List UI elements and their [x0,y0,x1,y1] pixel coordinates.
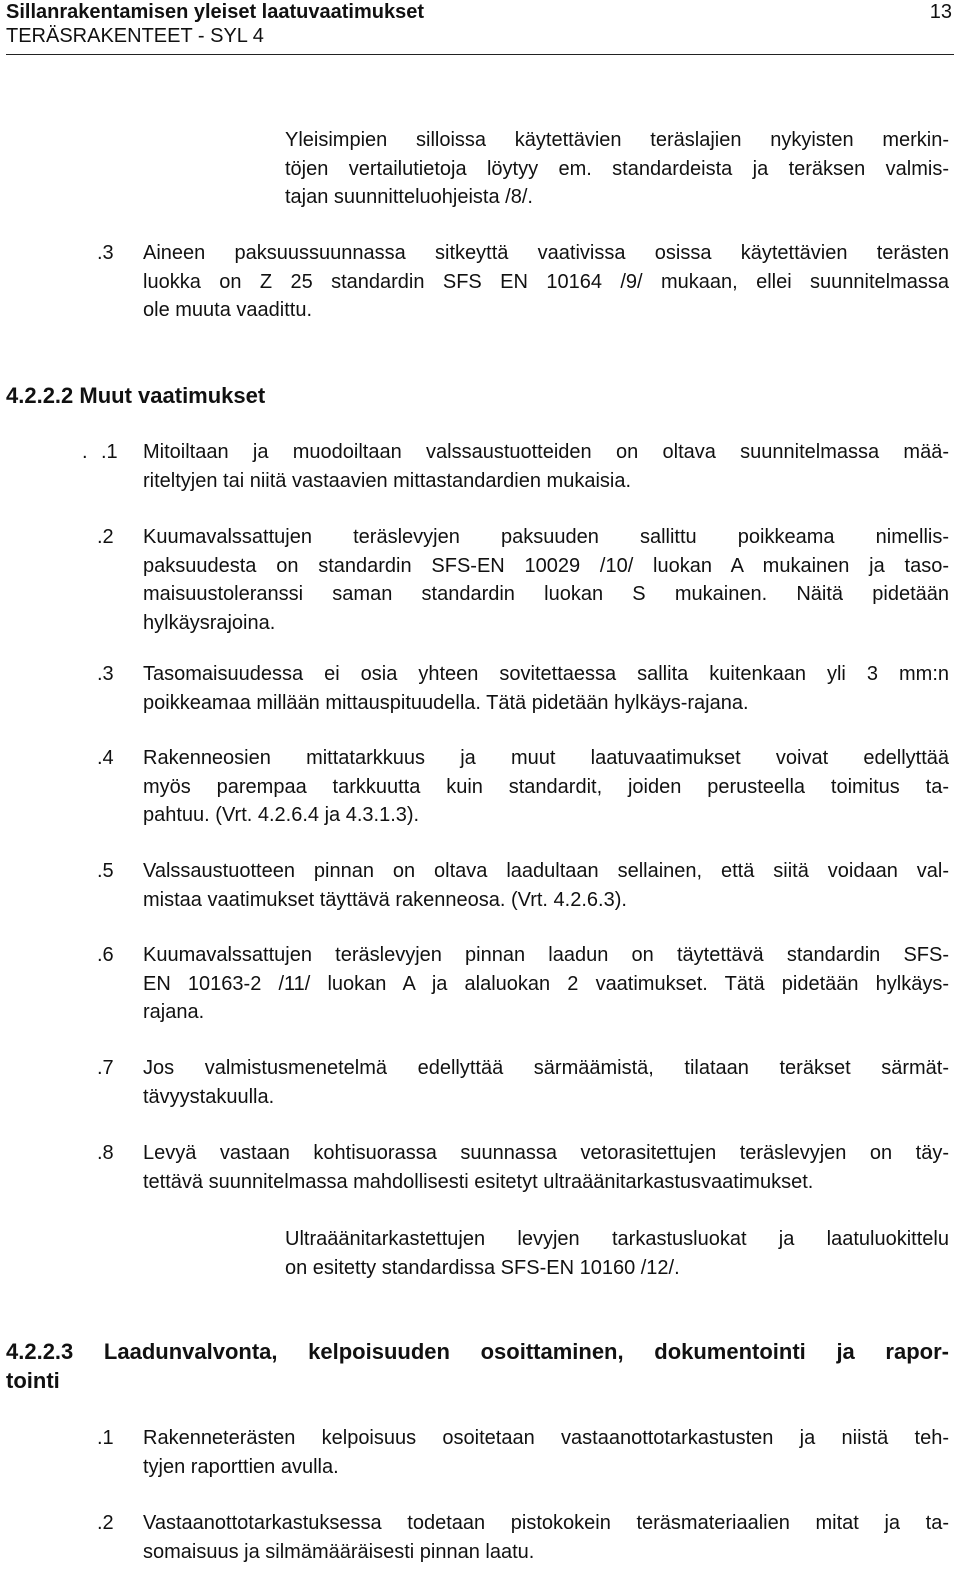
text-line: Kuumavalssattujen teräslevyjen paksuuden sallittu poikkeama nimellis- [143,526,949,548]
text-line: riteltyjen tai niitä vastaavien mittastandardien mukaisia. [143,469,632,492]
page-number: 13 [929,1,952,23]
text-line: Rakenneosien mittatarkkuus ja muut laatuvaatimukset voivat edellyttää [143,747,949,769]
item-paragraph [143,1509,949,1566]
note-paragraph [285,1225,949,1282]
item-paragraph [143,744,949,830]
text-line: tettävä suunnitelmassa mahdollisesti esitetyt ultraäänitarkastusvaatimukset. [143,1170,814,1193]
text-line: paksuudesta on standardin SFS-EN 10029 /10/ luokan A mukainen ja taso- [143,554,949,577]
text-line: ole muuta vaadittu. [143,299,312,321]
text-line: somaisuus ja silmämääräisesti pinnan laatu. [143,1540,535,1563]
text-line: tyjen raporttien avulla. [143,1455,339,1478]
text-line: tajan suunnitteluohjeista /8/. [285,186,533,208]
item-number: .1 [97,1427,114,1449]
document-title: Sillanrakentamisen yleiset laatuvaatimukset [6,1,424,23]
text-line: Mitoiltaan ja muodoiltaan valssaustuotteiden on oltava suunnitelmassa mää- [143,441,949,463]
item-paragraph [143,660,949,717]
heading-line: 4.2.2.3 Laadunvalvonta, kelpoisuuden osoittaminen, dokumentointi ja rapor- [6,1339,949,1364]
item-number: .4 [97,747,114,769]
item-paragraph [143,1054,949,1111]
item-number: .3 [97,242,114,264]
item-number: .2 [97,526,114,548]
text-line: Aineen paksuussuunnassa sitkeyttä vaativissa osissa käytettävien terästen [143,242,949,264]
text-line: pahtuu. (Vrt. 4.2.6.4 ja 4.3.1.3). [143,804,420,826]
item-number: .8 [97,1142,114,1164]
item-number: .3 [97,663,114,685]
item-paragraph [143,1424,949,1481]
text-line: hylkäysrajoina. [143,611,276,634]
item-number: .7 [97,1057,114,1079]
text-line: Levyä vastaan kohtisuorassa suunnassa vetorasitettujen teräslevyjen on täy- [143,1142,949,1164]
text-line: Tasomaisuudessa ei osia yhteen sovitettaessa sallita kuitenkaan yli 3 mm:n [143,663,949,685]
item-paragraph [143,1139,949,1196]
text-line: mistaa vaatimukset täyttävä rakenneosa. (Vrt. 4.2.6.3). [143,888,627,911]
text-line: maisuustoleranssi saman standardin luokan S mukainen. Näitä pidetään [143,583,949,605]
item-number: .1 [101,441,118,463]
item-paragraph [143,438,949,495]
text-line: Vastaanottotarkastuksessa todetaan pistokokein teräsmateriaalien mitat ja ta- [143,1512,949,1534]
text-line: Kuumavalssattujen teräslevyjen pinnan laadun on täytettävä standardin SFS- [143,944,949,966]
text-line: Ultraäänitarkastettujen levyjen tarkastusluokat ja laatuluokittelu [285,1228,949,1250]
document-subtitle: TERÄSRAKENTEET - SYL 4 [6,25,264,47]
item-paragraph [143,857,949,914]
item-number: .5 [97,860,114,882]
text-line: luokka on Z 25 standardin SFS EN 10164 /9/ mukaan, ellei suunnitelmassa [143,270,949,293]
item-paragraph [143,523,949,637]
stray-dot: . [82,441,88,463]
text-line: Jos valmistusmenetelmä edellyttää särmäämistä, tilataan teräkset särmät- [143,1057,949,1079]
section-heading [6,1337,949,1395]
item-number: .2 [97,1512,114,1534]
section-heading: 4.2.2.2 Muut vaatimukset [6,383,266,408]
item-paragraph [143,941,949,1027]
header-divider [6,54,954,55]
text-line: on esitetty standardissa SFS-EN 10160 /12/. [285,1256,680,1279]
text-line: töjen vertailutietoja löytyy em. standardeista ja teräksen valmis- [285,157,949,180]
text-line: EN 10163-2 /11/ luokan A ja alaluokan 2 vaatimukset. Tätä pidetään hylkäys- [143,972,949,995]
text-line: Yleisimpien silloissa käytettävien teräslajien nykyisten merkin- [285,129,949,151]
text-line: poikkeamaa millään mittauspituudella. Tätä pidetään hylkäys-rajana. [143,691,749,714]
heading-line: tointi [6,1368,60,1393]
text-line: Valssaustuotteen pinnan on oltava laadultaan sellainen, että siitä voidaan val- [143,860,949,882]
intro-paragraph [285,126,949,212]
page-header [6,0,954,50]
text-line: rajana. [143,1001,205,1023]
item-number: .6 [97,944,114,966]
text-line: tävyystakuulla. [143,1085,275,1108]
item-paragraph [143,239,949,325]
text-line: Rakenneterästen kelpoisuus osoitetaan vastaanottotarkastusten ja niistä teh- [143,1427,949,1449]
text-line: myös parempaa tarkkuutta kuin standardit, joiden perusteella toimitus ta- [143,775,949,798]
